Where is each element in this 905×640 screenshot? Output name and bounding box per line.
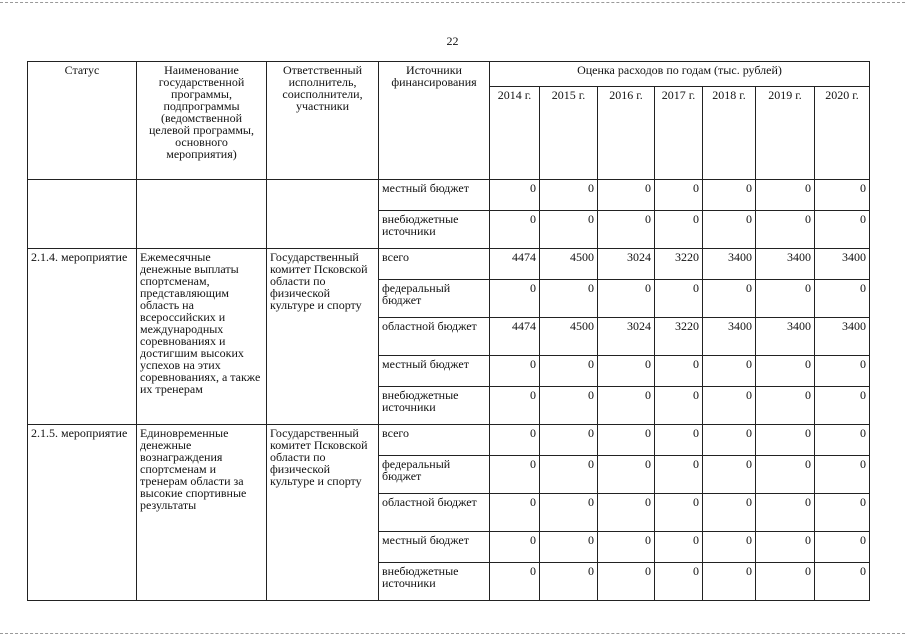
value-cell: 0 <box>703 280 756 318</box>
value-cell: 3024 <box>598 318 655 356</box>
value-cell: 0 <box>756 387 815 425</box>
table-row <box>28 425 870 456</box>
value-cell: 0 <box>756 180 815 211</box>
value-cell: 0 <box>756 356 815 387</box>
value-cell: 0 <box>490 425 540 456</box>
value-cell: 0 <box>490 387 540 425</box>
status-cell <box>28 180 137 249</box>
value-cell: 0 <box>703 456 756 494</box>
value-cell: 0 <box>540 532 598 563</box>
header-status: Статус <box>28 62 137 180</box>
value-cell: 0 <box>756 563 815 601</box>
value-cell: 0 <box>490 494 540 532</box>
source-cell: федеральный бюджет <box>379 456 490 494</box>
value-cell: 0 <box>655 563 703 601</box>
source-cell: областной бюджет <box>379 318 490 356</box>
value-cell: 0 <box>540 563 598 601</box>
value-cell: 0 <box>540 211 598 249</box>
value-cell: 0 <box>490 356 540 387</box>
value-cell: 0 <box>815 211 870 249</box>
header-estimate: Оценка расходов по годам (тыс. рублей) <box>490 62 870 87</box>
source-cell: всего <box>379 425 490 456</box>
value-cell: 0 <box>815 532 870 563</box>
value-cell: 0 <box>703 425 756 456</box>
value-cell: 0 <box>598 280 655 318</box>
value-cell: 3400 <box>703 249 756 280</box>
value-cell: 0 <box>703 211 756 249</box>
value-cell: 0 <box>598 563 655 601</box>
value-cell: 0 <box>655 280 703 318</box>
value-cell: 0 <box>540 280 598 318</box>
value-cell: 0 <box>756 456 815 494</box>
value-cell: 0 <box>756 494 815 532</box>
value-cell: 0 <box>756 425 815 456</box>
header-year: 2019 г. <box>756 87 815 180</box>
value-cell: 4500 <box>540 318 598 356</box>
value-cell: 0 <box>490 180 540 211</box>
value-cell: 0 <box>703 180 756 211</box>
value-cell: 3220 <box>655 318 703 356</box>
value-cell: 4474 <box>490 318 540 356</box>
source-cell: внебюджетные источники <box>379 211 490 249</box>
source-cell: областной бюджет <box>379 494 490 532</box>
value-cell: 0 <box>598 494 655 532</box>
name-cell <box>137 180 267 249</box>
table-row <box>28 180 870 211</box>
value-cell: 0 <box>490 532 540 563</box>
status-cell: 2.1.4. мероприятие <box>28 249 137 425</box>
value-cell: 0 <box>598 356 655 387</box>
source-cell: местный бюджет <box>379 180 490 211</box>
header-year: 2018 г. <box>703 87 756 180</box>
source-cell: всего <box>379 249 490 280</box>
value-cell: 0 <box>815 563 870 601</box>
value-cell: 0 <box>655 387 703 425</box>
value-cell: 0 <box>598 425 655 456</box>
value-cell: 0 <box>703 387 756 425</box>
value-cell: 0 <box>598 387 655 425</box>
header-year: 2020 г. <box>815 87 870 180</box>
value-cell: 0 <box>756 532 815 563</box>
value-cell: 0 <box>598 456 655 494</box>
value-cell: 0 <box>490 211 540 249</box>
source-cell: местный бюджет <box>379 356 490 387</box>
header-sources: Источники финансирования <box>379 62 490 180</box>
value-cell: 0 <box>598 211 655 249</box>
executor-cell: Государственный комитет Псковской области по физической культуре и спорту <box>267 425 379 601</box>
name-cell: Ежемесячные денежные выплаты спортсменам, представляющим область на всероссийских и международных соревнованиях и достигшим высоких успехов на этих соревнованиях, а также их тренерам <box>137 249 267 425</box>
header-year: 2015 г. <box>540 87 598 180</box>
value-cell: 0 <box>703 563 756 601</box>
header-year: 2016 г. <box>598 87 655 180</box>
value-cell: 3220 <box>655 249 703 280</box>
status-cell: 2.1.5. мероприятие <box>28 425 137 601</box>
value-cell: 0 <box>655 356 703 387</box>
header-year: 2014 г. <box>490 87 540 180</box>
value-cell: 3400 <box>703 318 756 356</box>
value-cell: 0 <box>655 180 703 211</box>
value-cell: 0 <box>490 456 540 494</box>
value-cell: 0 <box>655 425 703 456</box>
header-year: 2017 г. <box>655 87 703 180</box>
value-cell: 0 <box>655 494 703 532</box>
value-cell: 0 <box>815 456 870 494</box>
executor-cell <box>267 180 379 249</box>
table-row <box>28 249 870 280</box>
value-cell: 3024 <box>598 249 655 280</box>
executor-cell: Государственный комитет Псковской области по физической культуре и спорту <box>267 249 379 425</box>
source-cell: внебюджетные источники <box>379 387 490 425</box>
source-cell: федеральный бюджет <box>379 280 490 318</box>
value-cell: 0 <box>703 532 756 563</box>
value-cell: 0 <box>540 456 598 494</box>
value-cell: 3400 <box>815 249 870 280</box>
source-cell: местный бюджет <box>379 532 490 563</box>
header-name: Наименование государственной программы, подпрограммы (ведомственной целевой программы, основного мероприятия) <box>137 62 267 180</box>
value-cell: 0 <box>756 280 815 318</box>
value-cell: 0 <box>540 356 598 387</box>
value-cell: 0 <box>540 387 598 425</box>
value-cell: 0 <box>598 180 655 211</box>
scan-edge-top <box>0 2 905 3</box>
value-cell: 0 <box>703 494 756 532</box>
value-cell: 4474 <box>490 249 540 280</box>
value-cell: 0 <box>815 356 870 387</box>
value-cell: 0 <box>540 494 598 532</box>
value-cell: 4500 <box>540 249 598 280</box>
value-cell: 0 <box>815 425 870 456</box>
value-cell: 3400 <box>756 249 815 280</box>
value-cell: 0 <box>540 425 598 456</box>
value-cell: 0 <box>815 494 870 532</box>
page-number: 22 <box>446 34 459 48</box>
budget-table <box>27 61 870 601</box>
value-cell: 0 <box>490 280 540 318</box>
value-cell: 0 <box>815 280 870 318</box>
name-cell: Единовременные денежные вознаграждения спортсменам и тренерам области за высокие спортивные результаты <box>137 425 267 601</box>
value-cell: 0 <box>598 532 655 563</box>
value-cell: 0 <box>655 456 703 494</box>
value-cell: 0 <box>756 211 815 249</box>
value-cell: 0 <box>703 356 756 387</box>
value-cell: 0 <box>815 387 870 425</box>
value-cell: 0 <box>490 563 540 601</box>
header-executor: Ответственный исполнитель, соисполнители, участники <box>267 62 379 180</box>
value-cell: 0 <box>655 211 703 249</box>
scan-edge-bottom <box>0 633 905 634</box>
value-cell: 3400 <box>756 318 815 356</box>
value-cell: 0 <box>655 532 703 563</box>
value-cell: 0 <box>815 180 870 211</box>
value-cell: 3400 <box>815 318 870 356</box>
value-cell: 0 <box>540 180 598 211</box>
source-cell: внебюджетные источники <box>379 563 490 601</box>
